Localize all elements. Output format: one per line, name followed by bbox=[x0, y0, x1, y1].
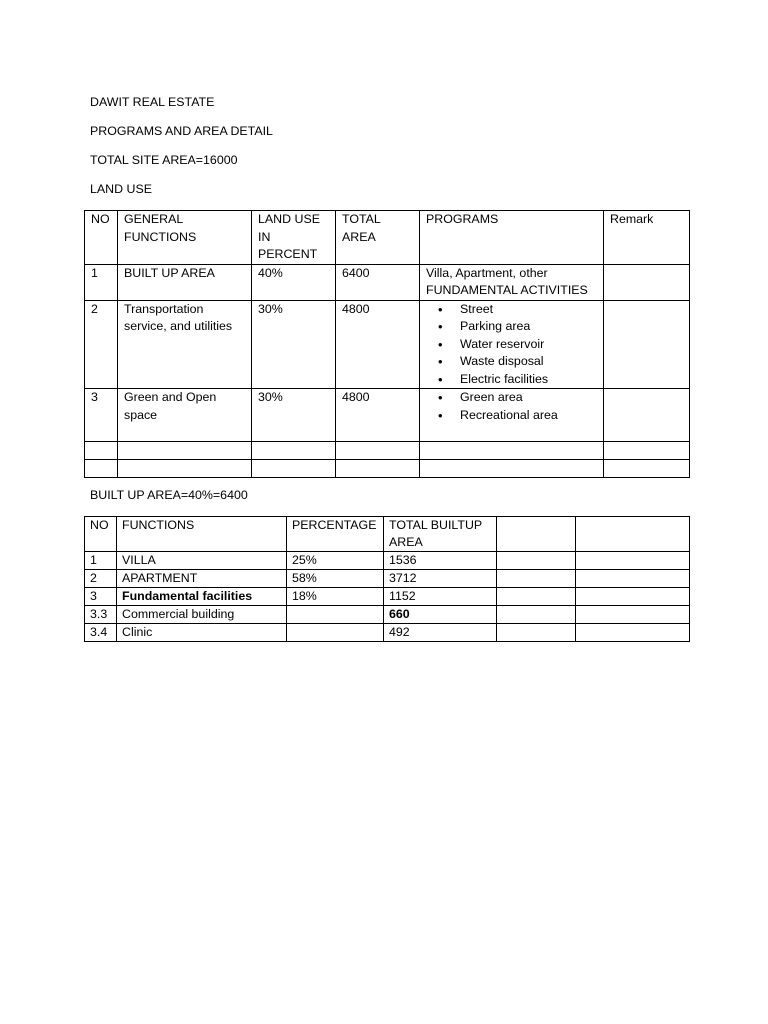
empty-row bbox=[85, 442, 690, 460]
company-name: DAWIT REAL ESTATE bbox=[90, 95, 215, 109]
area-cell: 3712 bbox=[384, 570, 497, 588]
area-cell: 492 bbox=[384, 624, 497, 642]
empty-cell bbox=[85, 460, 118, 478]
header-cell: LAND USE IN PERCENT bbox=[252, 211, 336, 265]
empty-cell bbox=[85, 442, 118, 460]
area-cell: 1152 bbox=[384, 588, 497, 606]
area-cell: 660 bbox=[384, 606, 497, 624]
header-cell: NO bbox=[85, 211, 118, 265]
empty-cell bbox=[420, 442, 604, 460]
empty-cell bbox=[576, 570, 690, 588]
table-header-row bbox=[85, 211, 690, 265]
empty-cell bbox=[336, 442, 420, 460]
document-subtitle: PROGRAMS AND AREA DETAIL bbox=[90, 124, 273, 138]
empty-row bbox=[85, 460, 690, 478]
table-header-row bbox=[85, 517, 690, 552]
remark-cell bbox=[604, 300, 690, 389]
row-number: 3.4 bbox=[85, 624, 117, 642]
remark-cell bbox=[604, 264, 690, 300]
function-cell: Green and Open space bbox=[118, 389, 252, 442]
empty-cell bbox=[420, 460, 604, 478]
programs-list bbox=[426, 389, 597, 424]
empty-cell bbox=[118, 442, 252, 460]
empty-cell bbox=[497, 552, 576, 570]
empty-cell bbox=[252, 442, 336, 460]
row-number: 3 bbox=[85, 588, 117, 606]
percent-cell bbox=[287, 624, 384, 642]
function-cell: APARTMENT bbox=[117, 570, 287, 588]
table-row bbox=[85, 624, 690, 642]
header-cell: GENERAL FUNCTIONS bbox=[118, 211, 252, 265]
empty-cell bbox=[576, 552, 690, 570]
programs-cell: Villa, Apartment, other FUNDAMENTAL ACTIVITIES bbox=[420, 264, 604, 300]
empty-cell bbox=[604, 460, 690, 478]
row-number: 3.3 bbox=[85, 606, 117, 624]
list-item: • Recreational area bbox=[460, 407, 597, 425]
empty-cell bbox=[576, 624, 690, 642]
empty-cell bbox=[497, 624, 576, 642]
table-row bbox=[85, 552, 690, 570]
row-number: 2 bbox=[85, 300, 118, 389]
area-cell: 1536 bbox=[384, 552, 497, 570]
header-cell: NO bbox=[85, 517, 117, 552]
header-cell: PROGRAMS bbox=[420, 211, 604, 265]
land-use-table bbox=[84, 210, 690, 478]
row-number: 1 bbox=[85, 264, 118, 300]
land-use-heading: LAND USE bbox=[90, 182, 152, 196]
empty-cell bbox=[118, 460, 252, 478]
percent-cell: 30% bbox=[252, 300, 336, 389]
table-row bbox=[85, 264, 690, 300]
list-item: • Water reservoir bbox=[460, 336, 597, 354]
header-cell: Remark bbox=[604, 211, 690, 265]
percent-cell: 18% bbox=[287, 588, 384, 606]
percent-cell: 40% bbox=[252, 264, 336, 300]
percent-cell: 25% bbox=[287, 552, 384, 570]
header-cell bbox=[576, 517, 690, 552]
empty-cell bbox=[576, 588, 690, 606]
row-number: 1 bbox=[85, 552, 117, 570]
table-row bbox=[85, 588, 690, 606]
empty-cell bbox=[497, 588, 576, 606]
list-item: • Street bbox=[460, 301, 597, 319]
list-item: • Electric facilities bbox=[460, 371, 597, 389]
row-number: 2 bbox=[85, 570, 117, 588]
list-item: • Green area bbox=[460, 389, 597, 407]
area-cell: 4800 bbox=[336, 389, 420, 442]
built-up-area-table bbox=[84, 516, 690, 642]
header-cell: PERCENTAGE bbox=[287, 517, 384, 552]
function-cell: Fundamental facilities bbox=[117, 588, 287, 606]
header-cell: FUNCTIONS bbox=[117, 517, 287, 552]
function-cell: Commercial building bbox=[117, 606, 287, 624]
percent-cell bbox=[287, 606, 384, 624]
percent-cell: 30% bbox=[252, 389, 336, 442]
table-row bbox=[85, 389, 690, 442]
empty-cell bbox=[604, 442, 690, 460]
area-cell: 6400 bbox=[336, 264, 420, 300]
empty-cell bbox=[497, 570, 576, 588]
area-cell: 4800 bbox=[336, 300, 420, 389]
programs-cell bbox=[420, 300, 604, 389]
programs-list bbox=[426, 301, 597, 389]
programs-cell bbox=[420, 389, 604, 442]
built-up-area-heading: BUILT UP AREA=40%=6400 bbox=[90, 488, 248, 502]
function-cell: Clinic bbox=[117, 624, 287, 642]
row-number: 3 bbox=[85, 389, 118, 442]
empty-cell bbox=[336, 460, 420, 478]
empty-cell bbox=[576, 606, 690, 624]
empty-cell bbox=[497, 606, 576, 624]
header-cell bbox=[497, 517, 576, 552]
table-row bbox=[85, 570, 690, 588]
list-item: • Waste disposal bbox=[460, 353, 597, 371]
table-row bbox=[85, 606, 690, 624]
list-item: • Parking area bbox=[460, 318, 597, 336]
table-row bbox=[85, 300, 690, 389]
function-cell: VILLA bbox=[117, 552, 287, 570]
function-cell: Transportation service, and utilities bbox=[118, 300, 252, 389]
header-cell: TOTAL AREA bbox=[336, 211, 420, 265]
header-cell: TOTAL BUILTUP AREA bbox=[384, 517, 497, 552]
remark-cell bbox=[604, 389, 690, 442]
percent-cell: 58% bbox=[287, 570, 384, 588]
empty-cell bbox=[252, 460, 336, 478]
function-cell: BUILT UP AREA bbox=[118, 264, 252, 300]
total-site-area: TOTAL SITE AREA=16000 bbox=[90, 153, 238, 167]
